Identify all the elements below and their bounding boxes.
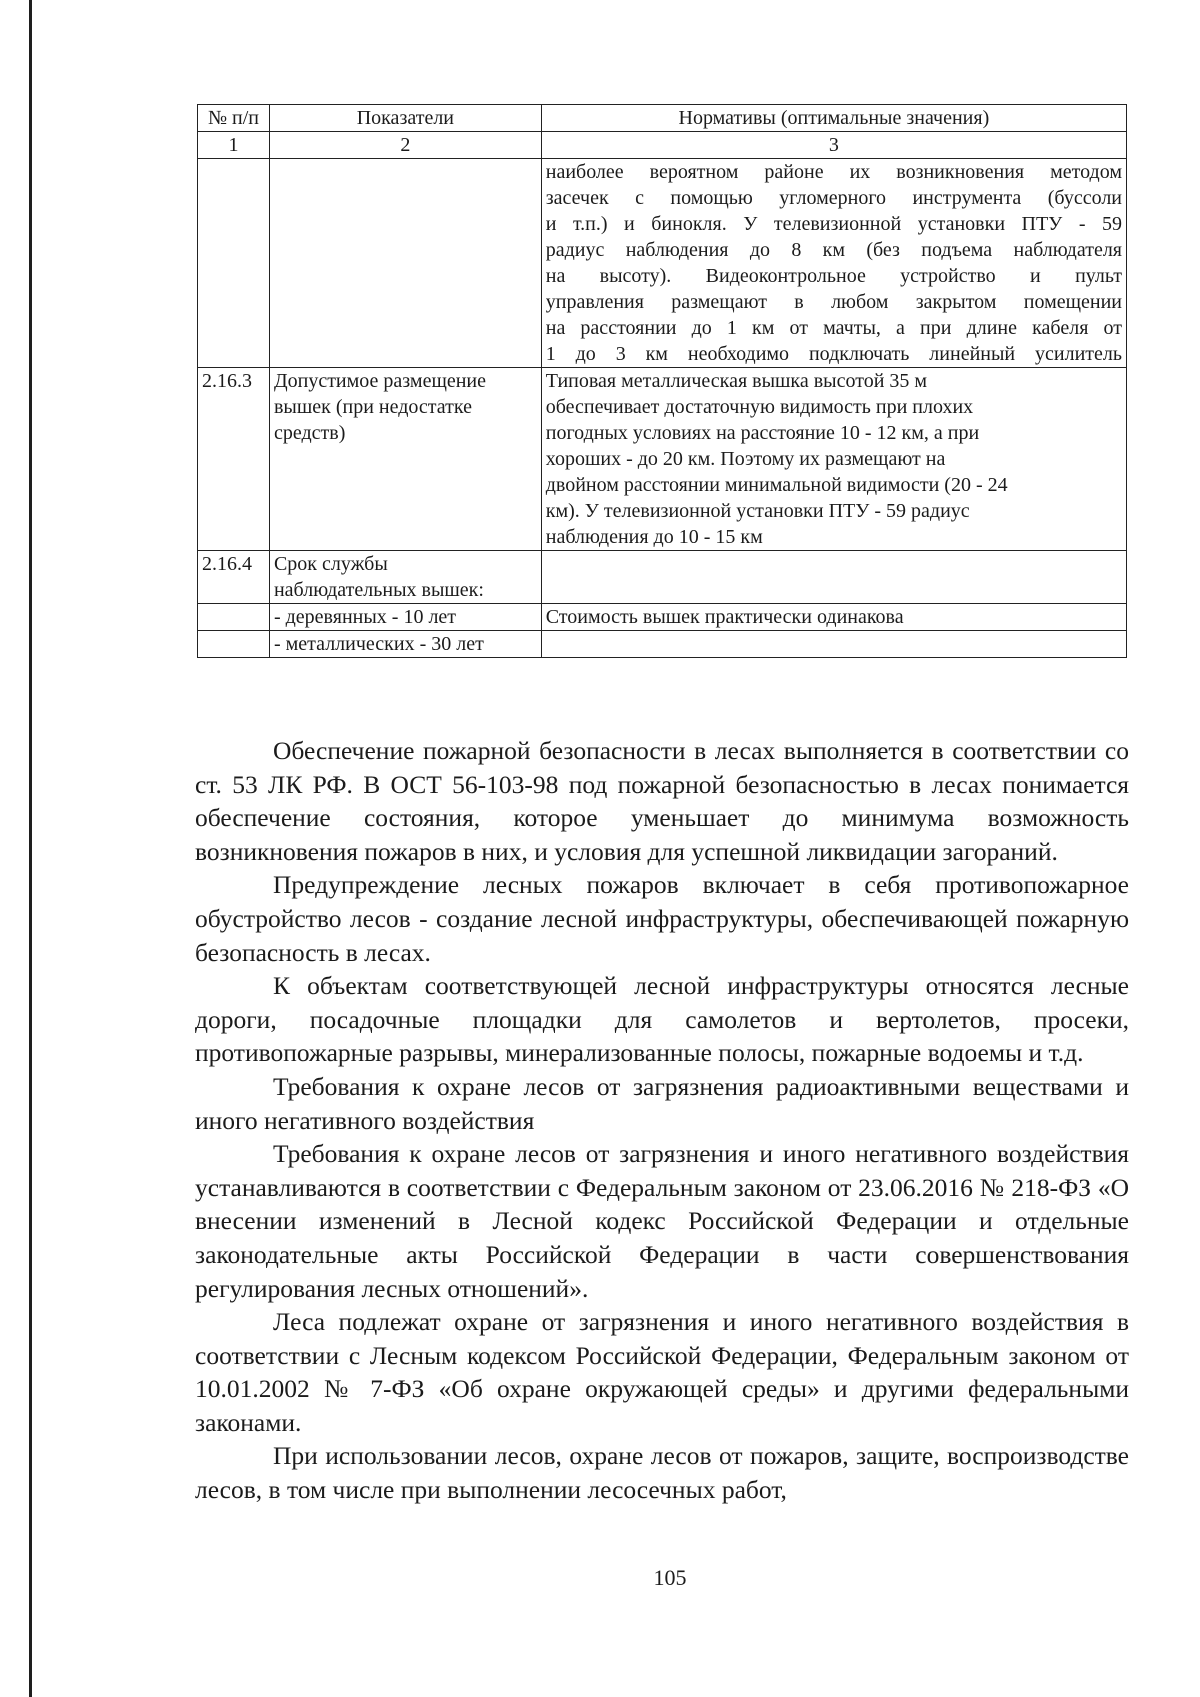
indicator-line: Срок службы — [273, 553, 388, 575]
norm-line: радиус наблюдения до 8 км (без подъема наблюдателя — [545, 239, 1122, 261]
header-cell-indicators: Показатели — [269, 105, 541, 132]
norm-line: наблюдения до 10 - 15 км — [545, 526, 763, 548]
paragraph: При использовании лесов, охране лесов от пожаров, защите, воспроизводстве лесов, в том числе при выполнении лесосечных работ, — [195, 1441, 1129, 1505]
norms-table — [197, 104, 1127, 658]
column-number-3: 3 — [541, 132, 1126, 159]
table-header-row — [198, 105, 1127, 132]
table-row — [198, 368, 1127, 551]
indicator-line: вышек (при недостатке — [273, 396, 472, 418]
norm-line: погодных условиях на расстояние 10 - 12 км, а при — [545, 422, 980, 444]
table-row — [198, 604, 1127, 631]
indicator-line: Допустимое размещение — [273, 370, 486, 392]
paragraph: Обеспечение пожарной безопасности в лесах выполняется в соответствии со ст. 53 ЛК РФ. В ОСТ 56-103-98 под пожарной безопасностью в лесах понимается обеспечение состояния, которое уменьшает до минимума возможность возникновения пожаров в них, и условия для успешной ликвидации загораний. — [195, 736, 1129, 866]
paragraph: Предупреждение лесных пожаров включает в себя противопожарное обустройство лесов - создание лесной инфраструктуры, обеспечивающей пожарную безопасность в лесах. — [195, 870, 1129, 967]
norm-line: двойном расстоянии минимальной видимости (20 - 24 — [545, 474, 1008, 496]
row-norm-cell — [541, 551, 1126, 604]
table-row — [198, 551, 1127, 604]
norm-line: хороших - до 20 км. Поэтому их размещают на — [545, 448, 946, 470]
norm-line: управления размещают в любом закрытом помещении — [545, 291, 1122, 313]
header-cell-number: № п/п — [198, 105, 270, 132]
table-row — [198, 631, 1127, 658]
row-norm-cell — [541, 631, 1126, 658]
row-indicator-cell — [269, 551, 541, 604]
section-heading: Требования к охране лесов от загрязнения радиоактивными веществами и иного негативного воздействия — [195, 1071, 1129, 1135]
table-row — [198, 159, 1127, 368]
header-cell-norms: Нормативы (оптимальные значения) — [541, 105, 1126, 132]
row-number-cell: 2.16.3 — [198, 368, 270, 551]
row-norm-cell — [541, 159, 1126, 368]
norm-line: засечек с помощью угломерного инструмента (буссоли — [545, 187, 1122, 209]
norm-line: обеспечивает достаточную видимость при плохих — [545, 396, 974, 418]
table-column-number-row — [198, 132, 1127, 159]
body-text — [195, 734, 1129, 1507]
norm-line: на расстоянии до 1 км от мачты, а при длине кабеля от — [545, 317, 1122, 339]
row-norm-cell: Стоимость вышек практически одинакова — [541, 604, 1126, 631]
norm-line: км). У телевизионной установки ПТУ - 59 радиус — [545, 500, 970, 522]
row-norm-cell — [541, 368, 1126, 551]
row-indicator-cell — [269, 368, 541, 551]
row-indicator-cell: - деревянных - 10 лет — [269, 604, 541, 631]
row-number-cell: 2.16.4 — [198, 551, 270, 604]
page-number: 105 — [653, 1565, 687, 1590]
row-indicator-cell — [269, 159, 541, 368]
paragraph: Требования к охране лесов от загрязнения и иного негативного воздействия устанавливаются в соответствии с Федеральным законом от 23.06.2016 № 218-ФЗ «О внесении изменений в Лесной кодекс Российской Федерации и отдельные законодательные акты Российской Федерации в части совершенствования регулирования лесных отношений». — [195, 1139, 1129, 1303]
row-number-cell — [198, 604, 270, 631]
indicator-line: средств) — [273, 422, 346, 444]
row-number-cell — [198, 159, 270, 368]
column-number-2: 2 — [269, 132, 541, 159]
norm-line: Типовая металлическая вышка высотой 35 м — [545, 370, 928, 392]
indicator-line: наблюдательных вышек: — [273, 579, 484, 601]
paragraph: К объектам соответствующей лесной инфраструктуры относятся лесные дороги, посадочные площадки для самолетов и вертолетов, просеки, противопожарные разрывы, минерализованные полосы, пожарные водоемы и т.д. — [195, 971, 1129, 1068]
row-number-cell — [198, 631, 270, 658]
norm-line: наиболее вероятном районе их возникновения методом — [545, 161, 1122, 183]
paragraph: Леса подлежат охране от загрязнения и иного негативного воздействия в соответствии с Лесным кодексом Российской Федерации, Федеральным законом от 10.01.2002 № 7-ФЗ «Об охране окружающей среды» и другими федеральными законами. — [195, 1307, 1129, 1437]
norm-line: 1 до 3 км необходимо подключать линейный усилитель — [545, 343, 1122, 365]
norm-line: на высоту). Видеоконтрольное устройство и пульт — [545, 265, 1122, 287]
column-number-1: 1 — [198, 132, 270, 159]
norm-line: и т.п.) и бинокля. У телевизионной установки ПТУ - 59 — [545, 213, 1122, 235]
row-indicator-cell: - металлических - 30 лет — [269, 631, 541, 658]
